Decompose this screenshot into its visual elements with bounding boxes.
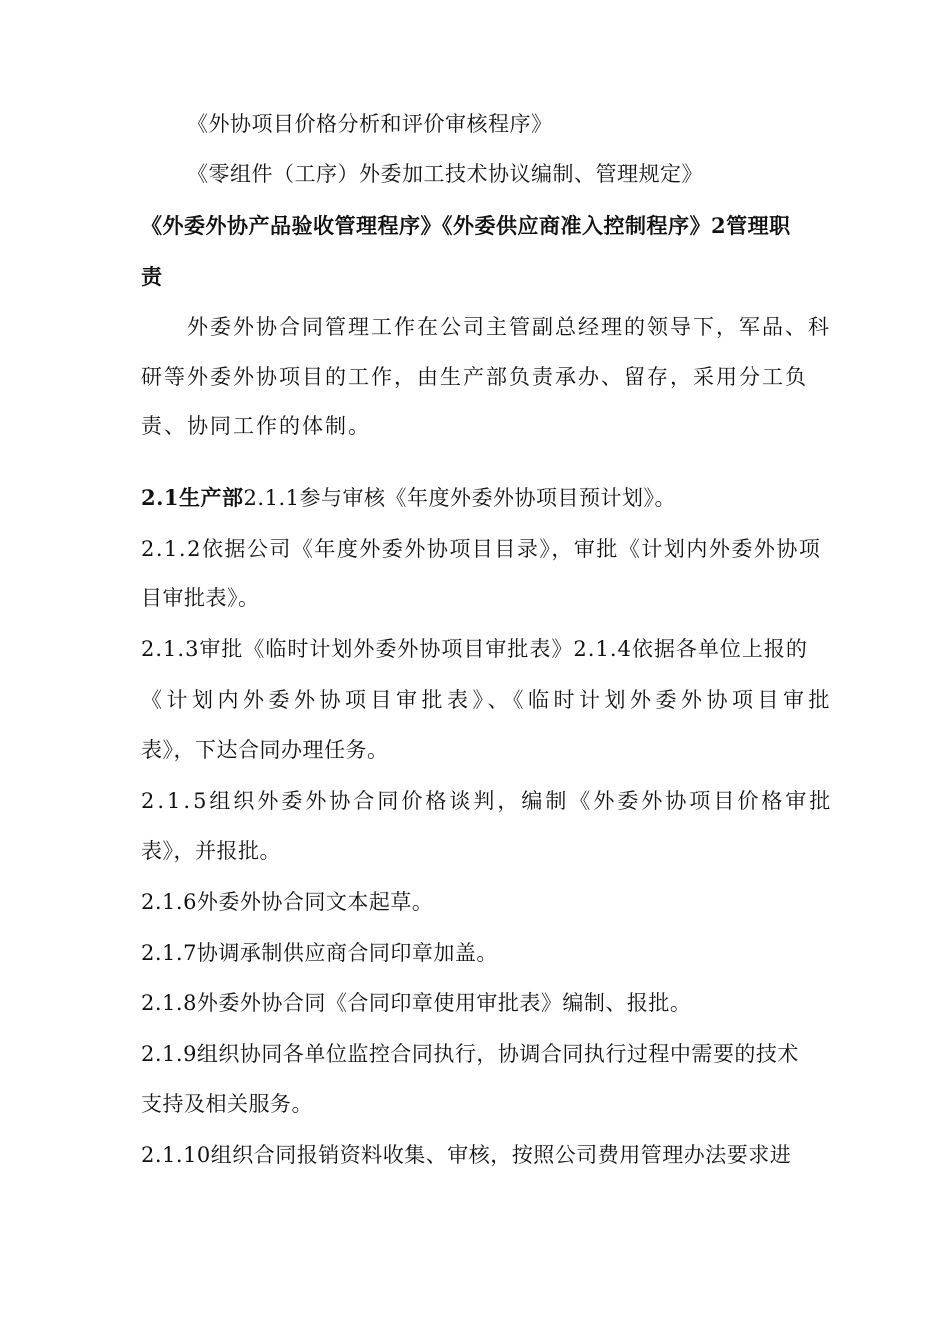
paragraph-1-line-1: 外委外协合同管理工作在公司主管副总经理的领导下，军品、科 [187, 315, 831, 339]
item-2-1-5-line-1: 2.1.5组织外委外协合同价格谈判，编制《外委外协项目价格审批 [141, 789, 834, 813]
item-2-1-3-line-2: 《计划内外委外协项目审批表》、《临时计划外委外协项目审批 [141, 688, 834, 712]
item-2-1-3-line-3: 表》，下达合同办理任务。 [141, 738, 389, 762]
item-2-1-10: 2.1.10组织合同报销资料收集、审核，按照公司费用管理办法要求进 [141, 1143, 792, 1167]
paragraph-1-line-3: 责、协同工作的体制。 [141, 414, 371, 438]
item-2-1-2-line-2: 目审批表》。 [141, 586, 260, 610]
item-2-1-9-line-2: 支持及相关服务。 [141, 1092, 313, 1116]
heading-line-1: 《外委外协产品验收管理程序》《外委供应商准入控制程序》2管理职 [141, 213, 791, 238]
item-2-1-2-line-1: 2.1.2依据公司《年度外委外协项目目录》，审批《计划内外委外协项 [141, 537, 822, 561]
item-2-1-7: 2.1.7协调承制供应商合同印章加盖。 [141, 941, 498, 965]
item-2-1-3-line-1: 2.1.3审批《临时计划外委外协项目审批表》2.1.4依据各单位上报的 [141, 637, 808, 661]
section-2-1-line [141, 485, 676, 511]
section-2-1-title: 2.1生产部 [141, 485, 244, 510]
paragraph-1-line-2: 研等外委外协项目的工作，由生产部负责承办、留存，采用分工负 [141, 365, 808, 389]
heading-line-2: 责 [141, 264, 163, 289]
reference-line-price-analysis: 《外协项目价格分析和评价审核程序》 [187, 112, 553, 136]
item-2-1-5-line-2: 表》，并报批。 [141, 839, 281, 863]
item-2-1-1: 2.1.1参与审核《年度外委外协项目预计划》。 [243, 486, 676, 510]
item-2-1-8: 2.1.8外委外协合同《合同印章使用审批表》编制、报批。 [141, 991, 692, 1015]
item-2-1-9-line-1: 2.1.9组织协同各单位监控合同执行，协调合同执行过程中需要的技术 [141, 1042, 799, 1066]
item-2-1-6: 2.1.6外委外协合同文本起草。 [141, 890, 434, 914]
reference-line-technical-agreement: 《零组件（工序）外委加工技术协议编制、管理规定》 [187, 162, 703, 186]
